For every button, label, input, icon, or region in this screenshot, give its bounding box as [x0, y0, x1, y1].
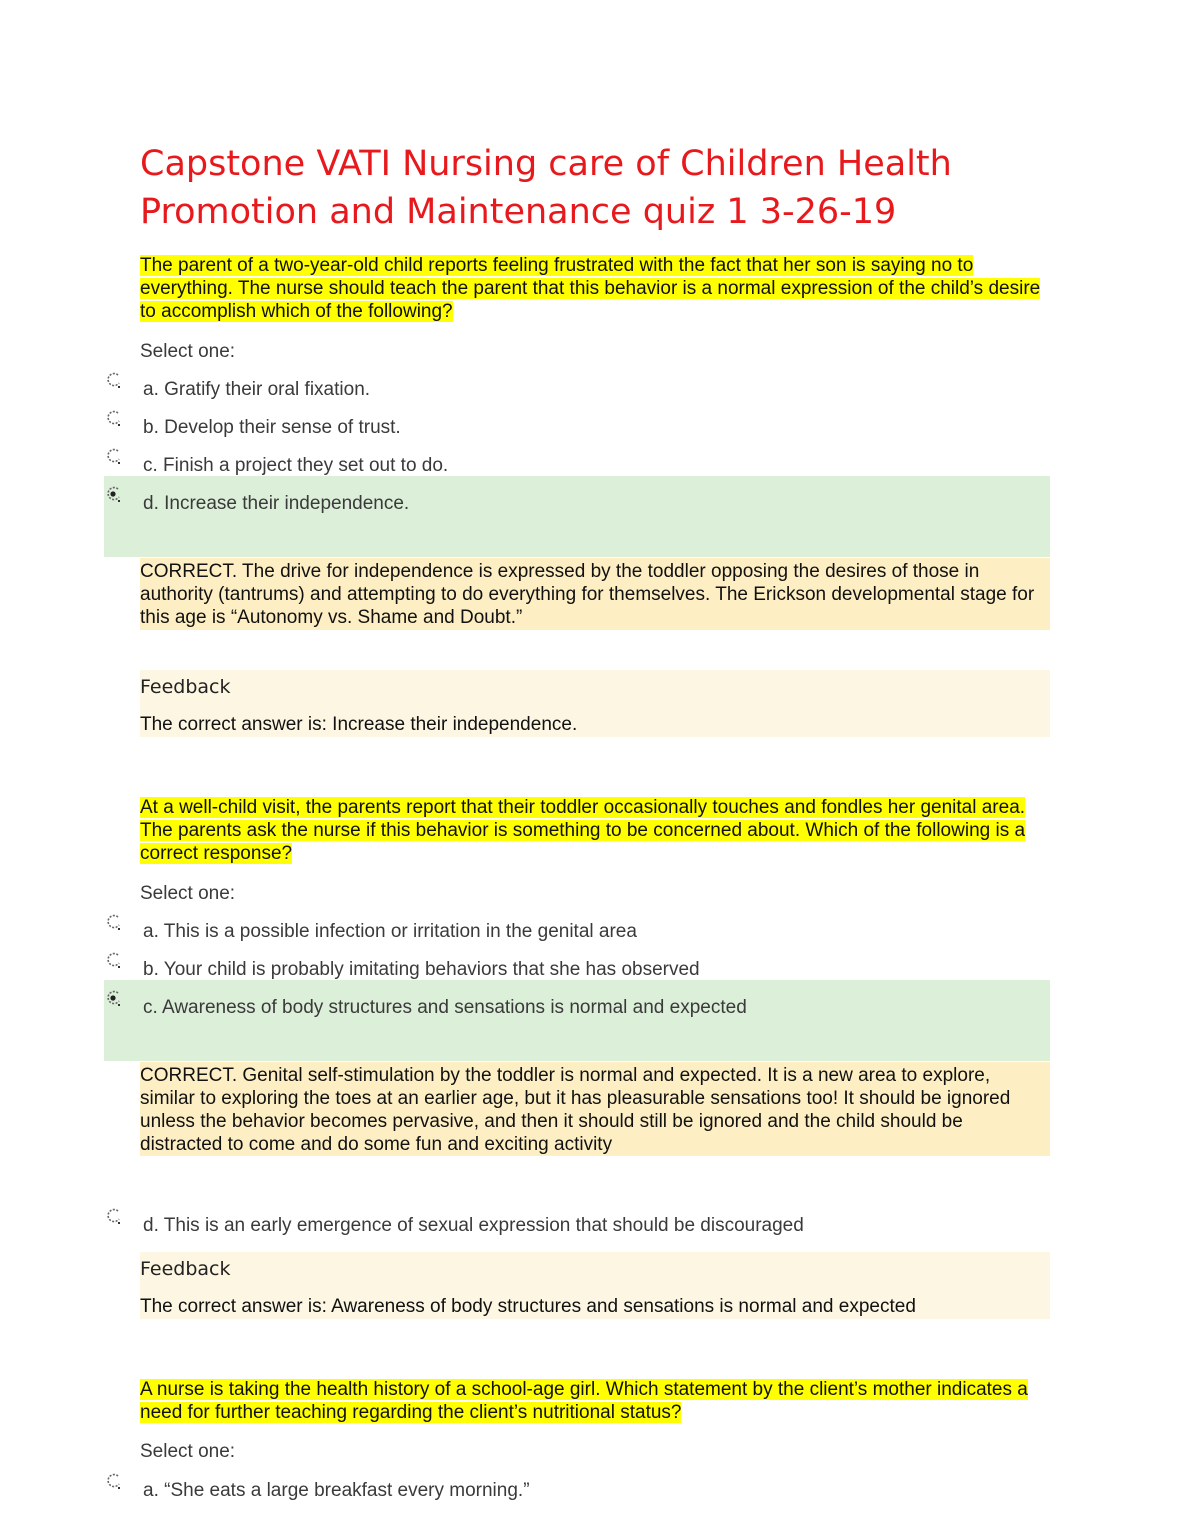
option-d[interactable]: d. Increase their independence.: [143, 493, 410, 514]
radio-empty-icon[interactable]: [104, 950, 124, 970]
select-one-label: Select one:: [140, 883, 236, 904]
page-title: Capstone VATI Nursing care of Children Health Promotion and Maintenance quiz 1 3-26-19: [140, 144, 952, 232]
radio-empty-icon[interactable]: [104, 1206, 124, 1226]
option-c[interactable]: c. Awareness of body structures and sensations is normal and expected: [143, 997, 747, 1018]
select-one-label: Select one:: [140, 1441, 236, 1462]
radio-empty-icon[interactable]: [104, 370, 124, 390]
option-a[interactable]: a. Gratify their oral fixation.: [143, 379, 371, 400]
option-b[interactable]: b. Develop their sense of trust.: [143, 417, 401, 438]
option-c[interactable]: c. Finish a project they set out to do.: [143, 455, 449, 476]
option-a[interactable]: a. “She eats a large breakfast every morning.”: [143, 1480, 530, 1501]
rationale-1: CORRECT. The drive for independence is expressed by the toddler opposing the desires of those in authority (tantrums) and attempting to do everything for themselves. The Erickson developmental stage for this age is “Autonomy vs. Shame and Doubt.”: [140, 558, 1050, 630]
feedback-text: The correct answer is: Awareness of body structures and sensations is normal and expected: [140, 1296, 916, 1317]
radio-empty-icon[interactable]: [104, 912, 124, 932]
correct-answer-highlight: [104, 980, 1050, 1061]
select-one-label: Select one:: [140, 341, 236, 362]
feedback-text: The correct answer is: Increase their independence.: [140, 714, 578, 735]
correct-answer-highlight: [104, 476, 1050, 557]
radio-checked-icon[interactable]: [104, 484, 124, 504]
option-a[interactable]: a. This is a possible infection or irritation in the genital area: [143, 921, 637, 942]
radio-checked-icon[interactable]: [104, 988, 124, 1008]
feedback-heading: Feedback: [140, 1258, 231, 1280]
question-2-text: At a well-child visit, the parents report that their toddler occasionally touches and fondles her genital area. The parents ask the nurse if this behavior is something to be concerned about. Which of the following is a correct response?: [140, 797, 1026, 864]
question-3-text: A nurse is taking the health history of a school-age girl. Which statement by the client’s mother indicates a need for further teaching regarding the client’s nutritional status?: [140, 1379, 1028, 1423]
feedback-box-1: [140, 670, 1050, 737]
radio-empty-icon[interactable]: [104, 1471, 124, 1491]
question-3: [140, 1378, 1060, 1424]
option-b[interactable]: b. Your child is probably imitating behaviors that she has observed: [143, 959, 700, 980]
feedback-heading: Feedback: [140, 676, 231, 698]
question-2: [140, 796, 1060, 865]
question-1: [140, 254, 1060, 323]
feedback-box-2: [140, 1252, 1050, 1319]
option-d[interactable]: d. This is an early emergence of sexual expression that should be discouraged: [143, 1215, 804, 1236]
question-1-text: The parent of a two-year-old child reports feeling frustrated with the fact that her son is saying no to everything. The nurse should teach the parent that this behavior is a normal expression of the child’s desire to accomplish which of the following?: [140, 255, 1041, 322]
radio-empty-icon[interactable]: [104, 408, 124, 428]
rationale-2: CORRECT. Genital self-stimulation by the toddler is normal and expected. It is a new area to explore, similar to exploring the toes at an earlier age, but it has pleasurable sensations too! It should be ignored unless the behavior becomes pervasive, and then it should still be ignored and the child should be distracted to come and do some fun and exciting activity: [140, 1062, 1050, 1156]
radio-empty-icon[interactable]: [104, 446, 124, 466]
